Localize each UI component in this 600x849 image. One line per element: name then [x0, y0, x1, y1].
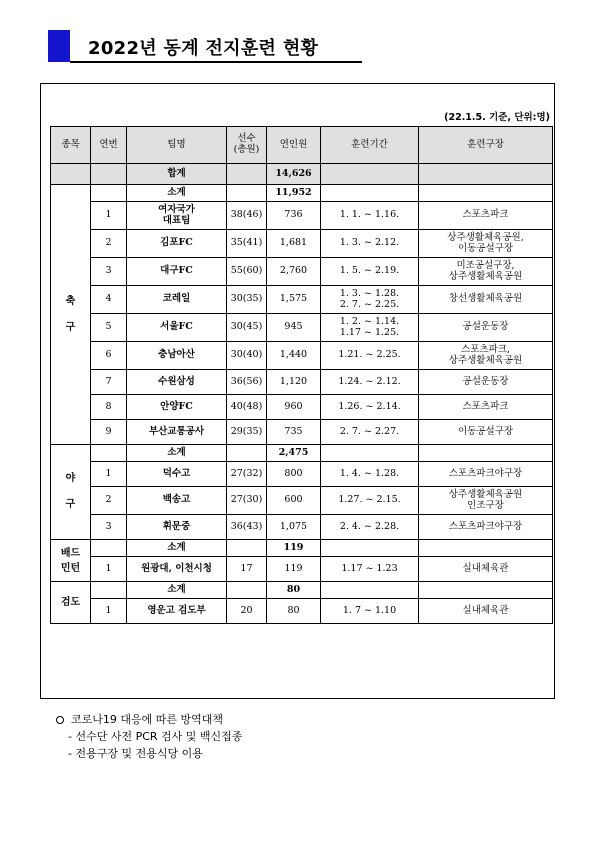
header-sport: 종목 [51, 127, 91, 164]
team-name: 코레일 [162, 293, 191, 305]
row-team [127, 370, 227, 395]
venue-name: 상주생활체육공원 [448, 354, 523, 366]
row-no: 8 [91, 395, 127, 420]
venue-name: 스포츠파크, [461, 343, 510, 355]
team-name: 대구FC [160, 265, 193, 277]
header-no: 연번 [91, 127, 127, 164]
table-row [51, 420, 553, 445]
row-period [321, 230, 419, 258]
team-name: 원광대, 이천시청 [141, 562, 212, 574]
period-range: 1.24. ~ 2.12. [338, 375, 401, 387]
venue-name: 스포츠파크야구장 [448, 520, 523, 532]
row-players: 30(45) [227, 314, 267, 342]
row-no: 9 [91, 420, 127, 445]
row-person-days: 1,120 [267, 370, 321, 395]
table-row [51, 515, 553, 540]
team-name: 수원삼성 [158, 375, 195, 387]
total-person-days: 14,626 [267, 164, 321, 185]
subtotal-label: 소계 [127, 582, 227, 599]
table-row [51, 258, 553, 286]
row-period [321, 258, 419, 286]
row-venue [419, 599, 553, 624]
notes-section [56, 711, 242, 762]
header-team: 팀명 [127, 127, 227, 164]
subtotal-blank [91, 582, 127, 599]
team-name: 휘문중 [162, 520, 191, 532]
row-players: 36(56) [227, 370, 267, 395]
sport-name: 배드 [60, 547, 81, 559]
team-name: 안양FC [160, 400, 193, 412]
sport-cell [51, 185, 91, 445]
venue-name: 실내체육관 [462, 562, 509, 574]
period-range: 1. 4. ~ 1.28. [339, 467, 400, 479]
period-range: 1. 3. ~ 2.12. [339, 237, 400, 249]
period-range: 1.17 ~ 1.25. [339, 326, 400, 338]
row-period [321, 420, 419, 445]
title-underline [70, 61, 362, 63]
table-row [51, 599, 553, 624]
row-team [127, 462, 227, 487]
team-name: 영운고 검도부 [147, 604, 206, 616]
subtotal-row [51, 185, 553, 202]
table-row [51, 314, 553, 342]
header-person-days: 연인원 [267, 127, 321, 164]
row-team [127, 258, 227, 286]
row-person-days: 945 [267, 314, 321, 342]
sport-cell [51, 582, 91, 624]
row-team [127, 286, 227, 314]
subtotal-blank [227, 185, 267, 202]
header-players-line-2: (총원) [233, 144, 260, 155]
subtotal-blank [321, 582, 419, 599]
table-row [51, 370, 553, 395]
circle-bullet-icon [56, 716, 64, 724]
period-range: 2. 4. ~ 2.28. [339, 520, 400, 532]
subtotal-person-days: 80 [267, 582, 321, 599]
row-person-days: 119 [267, 557, 321, 582]
subtotal-blank [419, 445, 553, 462]
subtotal-blank [419, 582, 553, 599]
row-person-days: 1,440 [267, 342, 321, 370]
row-venue [419, 420, 553, 445]
table-row [51, 395, 553, 420]
row-players: 30(35) [227, 286, 267, 314]
row-venue [419, 286, 553, 314]
row-person-days: 600 [267, 487, 321, 515]
row-no: 1 [91, 557, 127, 582]
venue-name: 이동공설구장 [457, 425, 514, 437]
row-team [127, 342, 227, 370]
row-period [321, 286, 419, 314]
subtotal-blank [227, 540, 267, 557]
header-period: 훈련기간 [321, 127, 419, 164]
row-team [127, 515, 227, 540]
row-players: 36(43) [227, 515, 267, 540]
table-body [51, 127, 553, 624]
period-range: 1.17 ~ 1.23 [341, 562, 398, 574]
row-players: 55(60) [227, 258, 267, 286]
row-players: 27(30) [227, 487, 267, 515]
row-period [321, 515, 419, 540]
subtotal-blank [227, 445, 267, 462]
period-range: 2. 7. ~ 2.27. [339, 425, 400, 437]
row-players: 29(35) [227, 420, 267, 445]
row-person-days: 960 [267, 395, 321, 420]
row-no: 7 [91, 370, 127, 395]
row-team [127, 420, 227, 445]
notes-item: - 전용구장 및 전용식당 이용 [68, 747, 203, 760]
sport-name: 검도 [60, 597, 81, 608]
period-range: 1. 7 ~ 1.10 [342, 604, 397, 616]
row-person-days: 1,575 [267, 286, 321, 314]
row-period [321, 342, 419, 370]
row-venue [419, 230, 553, 258]
notes-item: - 선수단 사전 PCR 검사 및 백신접종 [68, 730, 243, 743]
row-no: 1 [91, 599, 127, 624]
training-table [50, 126, 553, 624]
venue-name: 상주생활체육공원, [447, 231, 524, 243]
row-team [127, 557, 227, 582]
total-blank [419, 164, 553, 185]
as-of-note: (22.1.5. 기준, 단위:명) [444, 112, 550, 123]
row-person-days: 1,681 [267, 230, 321, 258]
subtotal-label: 소계 [127, 445, 227, 462]
sport-name: 민턴 [60, 562, 81, 574]
header-players [227, 127, 267, 164]
subtotal-blank [91, 445, 127, 462]
subtotal-blank [91, 540, 127, 557]
row-no: 6 [91, 342, 127, 370]
venue-name: 스포츠파크 [462, 400, 509, 412]
row-venue [419, 202, 553, 230]
row-venue [419, 487, 553, 515]
team-name: 대표팀 [162, 214, 191, 226]
row-venue [419, 462, 553, 487]
row-period [321, 395, 419, 420]
total-blank [51, 164, 91, 185]
sport-name: 구 [65, 321, 76, 333]
row-person-days: 735 [267, 420, 321, 445]
subtotal-row [51, 445, 553, 462]
row-period [321, 202, 419, 230]
row-person-days: 736 [267, 202, 321, 230]
team-name: 백송고 [162, 494, 191, 506]
row-venue [419, 515, 553, 540]
row-players: 20 [227, 599, 267, 624]
total-blank [321, 164, 419, 185]
subtotal-row [51, 540, 553, 557]
row-no: 4 [91, 286, 127, 314]
row-no: 1 [91, 202, 127, 230]
period-range: 1. 3. ~ 1.28. [339, 287, 400, 299]
row-no: 2 [91, 487, 127, 515]
sport-cell [51, 445, 91, 540]
row-period [321, 462, 419, 487]
venue-name: 창선생활체육공원 [448, 293, 523, 305]
row-venue [419, 314, 553, 342]
row-venue [419, 557, 553, 582]
row-person-days: 2,760 [267, 258, 321, 286]
venue-name: 이동공설구장 [457, 242, 514, 254]
subtotal-blank [419, 185, 553, 202]
row-no: 3 [91, 258, 127, 286]
venue-name: 공설운동장 [462, 321, 509, 333]
subtotal-person-days: 11,952 [267, 185, 321, 202]
subtotal-label: 소계 [127, 540, 227, 557]
subtotal-person-days: 2,475 [267, 445, 321, 462]
team-name: 여자국가 [158, 203, 195, 215]
period-range: 1. 1. ~ 1.16. [339, 209, 400, 221]
row-no: 5 [91, 314, 127, 342]
venue-name: 미조공설구장, [456, 259, 515, 271]
header-players-line-1: 선수 [237, 133, 256, 145]
venue-name: 스포츠파크야구장 [448, 467, 523, 479]
table-row [51, 557, 553, 582]
table-header-row [51, 127, 553, 164]
table-row [51, 202, 553, 230]
period-range: 1. 5. ~ 2.19. [339, 265, 400, 277]
row-venue [419, 258, 553, 286]
venue-name: 인조구장 [467, 499, 504, 511]
subtotal-person-days: 119 [267, 540, 321, 557]
subtotal-blank [419, 540, 553, 557]
row-period [321, 370, 419, 395]
team-name: 서울FC [160, 321, 193, 333]
subtotal-label: 소계 [127, 185, 227, 202]
venue-name: 실내체육관 [462, 604, 509, 616]
period-range: 1.26. ~ 2.14. [338, 400, 401, 412]
row-team [127, 487, 227, 515]
row-players: 35(41) [227, 230, 267, 258]
total-blank [227, 164, 267, 185]
title-marker [48, 30, 70, 62]
row-no: 1 [91, 462, 127, 487]
subtotal-blank [321, 445, 419, 462]
sport-name: 구 [65, 499, 76, 510]
period-range: 1.21. ~ 2.25. [338, 349, 401, 361]
subtotal-row [51, 582, 553, 599]
total-label: 합계 [127, 164, 227, 185]
subtotal-blank [227, 582, 267, 599]
header-venue: 훈련구장 [419, 127, 553, 164]
notes-heading-row [56, 711, 242, 728]
venue-name: 스포츠파크 [462, 209, 509, 221]
team-name: 덕수고 [162, 467, 191, 479]
subtotal-blank [321, 185, 419, 202]
period-range: 1.27. ~ 2.15. [338, 494, 401, 506]
row-players: 38(46) [227, 202, 267, 230]
row-venue [419, 395, 553, 420]
row-venue [419, 342, 553, 370]
title-block [40, 30, 360, 64]
page-title: 2022년 동계 전지훈련 현황 [88, 38, 319, 59]
row-person-days: 800 [267, 462, 321, 487]
row-period [321, 487, 419, 515]
table-row [51, 230, 553, 258]
venue-name: 상주생활체육공원 [448, 488, 523, 500]
period-range: 2. 7. ~ 2.25. [339, 298, 400, 310]
table-row [51, 487, 553, 515]
row-players: 30(40) [227, 342, 267, 370]
table-row [51, 342, 553, 370]
sport-cell [51, 540, 91, 582]
row-no: 2 [91, 230, 127, 258]
row-players: 17 [227, 557, 267, 582]
total-row [51, 164, 553, 185]
table-row [51, 462, 553, 487]
sport-name: 야 [65, 473, 76, 484]
row-team [127, 395, 227, 420]
row-no: 3 [91, 515, 127, 540]
venue-name: 공설운동장 [462, 375, 509, 387]
row-period [321, 557, 419, 582]
team-name: 김포FC [160, 237, 193, 249]
row-period [321, 314, 419, 342]
row-team [127, 230, 227, 258]
sport-name: 축 [65, 295, 76, 307]
subtotal-blank [321, 540, 419, 557]
notes-heading: 코로나19 대응에 따른 방역대책 [71, 713, 223, 726]
row-person-days: 80 [267, 599, 321, 624]
row-venue [419, 370, 553, 395]
row-players: 40(48) [227, 395, 267, 420]
row-period [321, 599, 419, 624]
row-players: 27(32) [227, 462, 267, 487]
total-blank [91, 164, 127, 185]
team-name: 부산교통공사 [148, 425, 205, 437]
row-team [127, 599, 227, 624]
subtotal-blank [91, 185, 127, 202]
table-row [51, 286, 553, 314]
period-range: 1. 2. ~ 1.14. [339, 315, 400, 327]
team-name: 충남아산 [158, 349, 195, 361]
row-team [127, 314, 227, 342]
row-team [127, 202, 227, 230]
row-person-days: 1,075 [267, 515, 321, 540]
venue-name: 상주생활체육공원 [448, 270, 523, 282]
